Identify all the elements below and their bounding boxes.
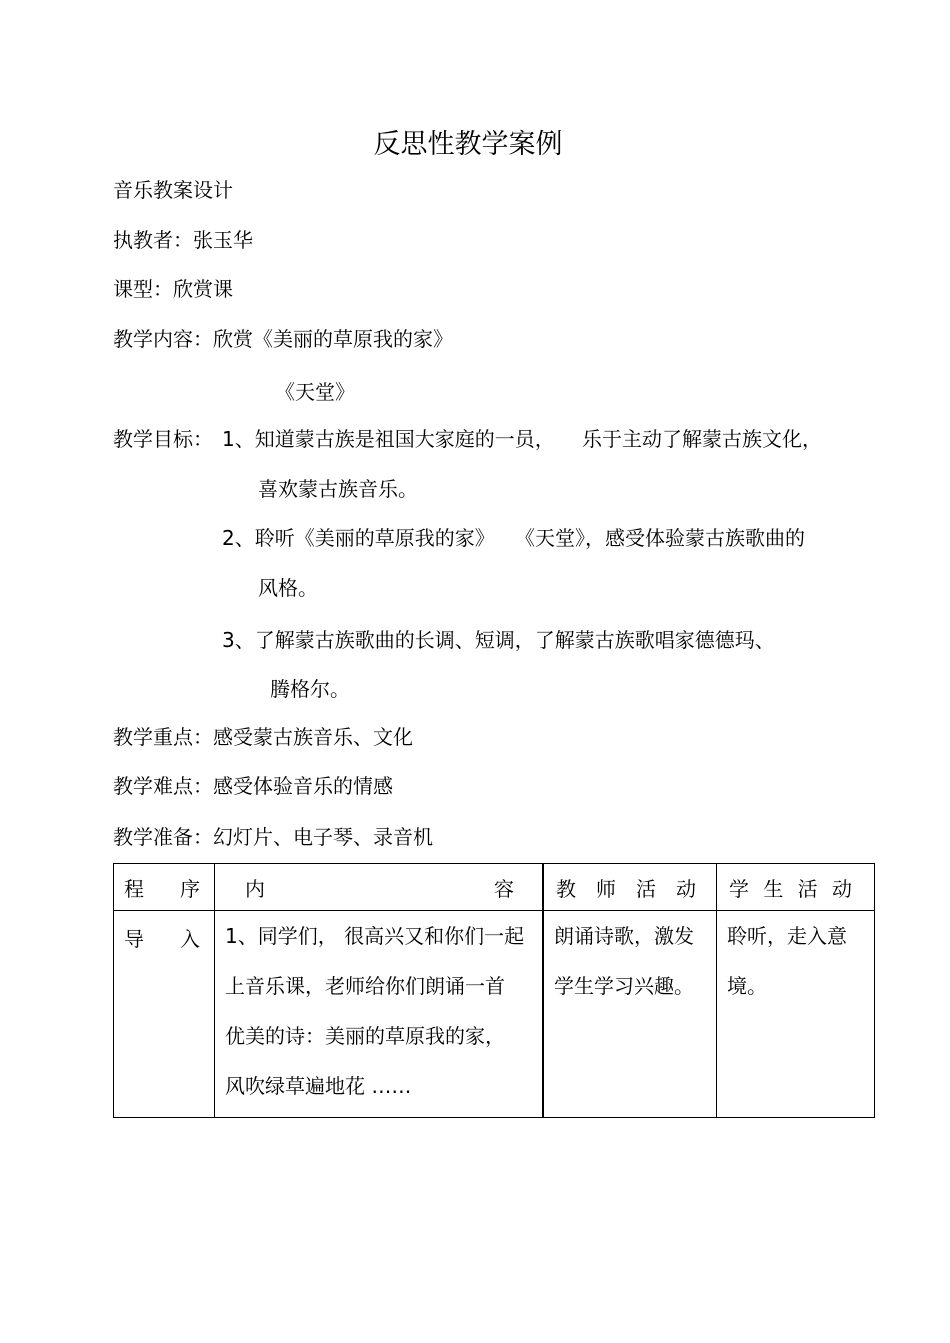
header-procedure-char: 程 — [124, 876, 144, 901]
header-teacher-char: 活 — [636, 876, 656, 901]
student-activity-line: 聆听，走入意 — [727, 924, 847, 948]
lesson-type-line: 课型：欣赏课 — [113, 277, 233, 301]
header-content — [215, 864, 544, 911]
header-content-char: 内 — [245, 876, 265, 901]
row-procedure-char: 入 — [180, 927, 200, 951]
teacher-line: 执教者：张玉华 — [113, 228, 253, 252]
header-student-char: 学 — [729, 876, 749, 901]
subject-line: 音乐教案设计 — [113, 178, 233, 202]
header-student-char: 动 — [831, 876, 852, 901]
objective-2b: 《天堂》，感受体验蒙古族歌曲的 — [515, 526, 805, 550]
content-line: 教学内容：欣赏《美丽的草原我的家》 — [113, 327, 453, 351]
header-student-char: 生 — [763, 876, 784, 901]
lesson-table — [113, 863, 875, 1118]
objectives-label: 教学目标： — [113, 427, 213, 451]
teacher-activity-line: 学生学习兴趣。 — [554, 974, 694, 998]
preparation-line: 教学准备：幻灯片、电子琴、录音机 — [113, 825, 433, 849]
content-line-2: 《天堂》 — [275, 380, 355, 404]
difficulty-line: 教学难点：感受体验音乐的情感 — [113, 774, 393, 798]
row-teacher-activity — [543, 911, 717, 1118]
content-text-line: 1、同学们， 很高兴又和你们一起 — [225, 924, 525, 948]
page-title: 反思性教学案例 — [373, 129, 563, 160]
header-teacher-activity — [543, 864, 717, 911]
header-content-char: 容 — [494, 876, 514, 901]
objective-2a: 2、聆听《美丽的草原我的家》 — [222, 526, 495, 550]
content-text-line: 优美的诗：美丽的草原我的家， — [225, 1024, 505, 1048]
row-procedure-char: 导 — [124, 927, 144, 951]
row-content — [215, 911, 544, 1118]
objective-1a: 1、知道蒙古族是祖国大家庭的一员， — [222, 427, 555, 451]
teacher-activity-line: 朗诵诗歌，激发 — [554, 924, 694, 948]
header-procedure — [114, 864, 215, 911]
objective-1b: 乐于主动了解蒙古族文化， — [582, 427, 822, 451]
objective-2c: 风格。 — [258, 576, 318, 600]
key-point-line: 教学重点：感受蒙古族音乐、文化 — [113, 725, 413, 749]
content-text-line: 上音乐课，老师给你们朗诵一首 — [225, 974, 505, 998]
row-student-activity — [717, 911, 875, 1118]
table-row — [114, 911, 875, 1118]
row-procedure — [114, 911, 215, 1118]
header-teacher-char: 师 — [596, 876, 616, 901]
objective-3b: 腾格尔。 — [270, 677, 350, 701]
header-teacher-char: 动 — [676, 876, 696, 901]
header-teacher-char: 教 — [556, 876, 576, 901]
student-activity-line: 境。 — [727, 974, 767, 998]
header-procedure-char: 序 — [180, 876, 200, 901]
header-student-char: 活 — [797, 876, 818, 901]
objective-1c: 喜欢蒙古族音乐。 — [258, 477, 418, 501]
objective-3a: 3、了解蒙古族歌曲的长调、短调，了解蒙古族歌唱家德德玛、 — [222, 628, 775, 652]
header-student-activity — [717, 864, 875, 911]
table-header-row — [114, 864, 875, 911]
content-text-line: 风吹绿草遍地花 …… — [225, 1074, 412, 1098]
